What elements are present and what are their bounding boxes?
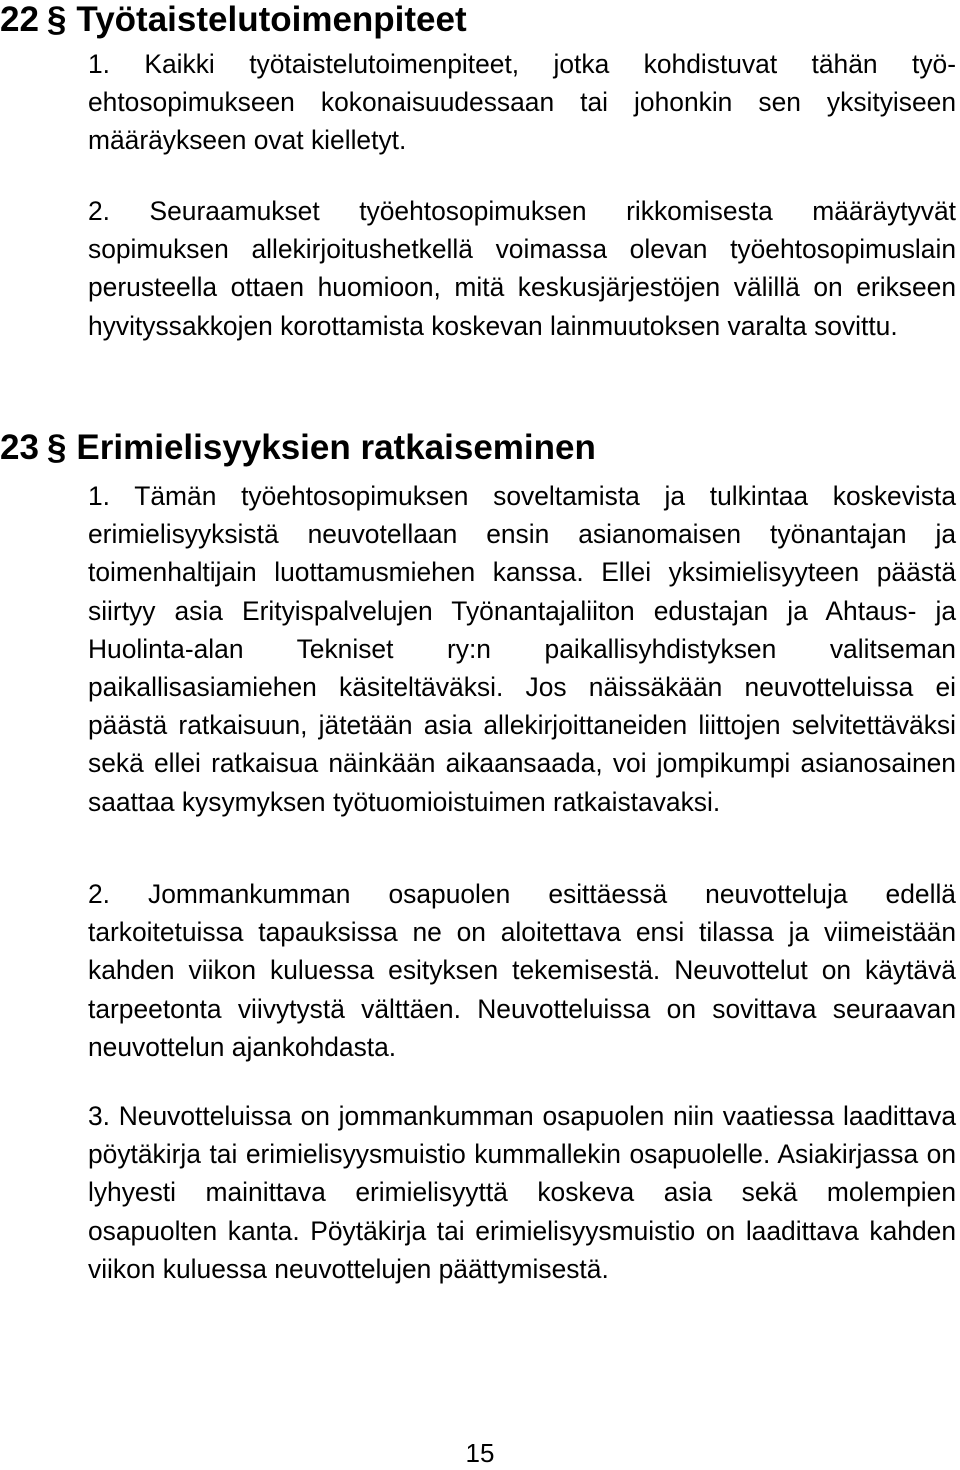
paragraph: 2. Seuraamukset työehtosopimuksen rikkomisesta määräytyvät sopimuksen allekirjoitushetkellä voimassa olevan työehtosopimuslain perusteella ottaen huomioon, mitä keskusjärjestöjen välillä on erikseen hyvityssakkojen korottamista koskevan lainmuutoksen varalta sovittu. (88, 196, 956, 341)
section-number: 22 (0, 0, 39, 39)
paragraph: 3. Neuvotteluissa on jommankumman osapuolen niin vaatiessa laadittava pöytäkirja tai erimielisyysmuistio kummallekin osapuolelle. Asiakirjassa on lyhyesti mainittava erimielisyyttä koskeva asia sekä molempien osapuolten kanta. Pöytäkirja tai erimielisyysmuistio on laadittava kahden viikon kuluessa neuvottelujen päättymisestä. (88, 1101, 956, 1284)
paragraph: 1. Kaikki työtaistelutoimenpiteet, jotka kohdistuvat tähän työehtosopimukseen kokonaisuudessaan tai johonkin sen yksityiseen määräykseen ovat kielletyt. (88, 49, 956, 156)
section-title: Erimielisyyksien ratkaiseminen (76, 428, 596, 467)
section-symbol: § (46, 428, 67, 467)
page-number: 15 (465, 1438, 495, 1468)
section-heading (0, 428, 596, 468)
paragraph: 1. Tämän työehtosopimuksen soveltamista ja tulkintaa koskevista erimielisyyksistä neuvotellaan ensin asianomaisen työnantajan ja toimenhaltijain luottamusmiehen kanssa. Ellei yksimielisyyteen päästä siirtyy asia Erityispalvelujen Työnantajaliiton edustajan ja Ahtaus- ja Huolinta-alan Tekniset ry:n paikallisyhdistyksen valitseman paikallisasiamiehen käsiteltäväksi. Jos näissäkään neuvotteluissa ei päästä ratkaisuun, jätetään asia allekirjoittaneiden liittojen selvitettäväksi sekä ellei ratkaisua näinkään aikaansaada, voi jompikumpi asianosainen saattaa kysymyksen työtuomioistuimen ratkaistavaksi. (88, 481, 956, 817)
section-number: 23 (0, 428, 39, 467)
section-title: Työtaistelutoimenpiteet (76, 0, 467, 39)
paragraph: 2. Jommankumman osapuolen esittäessä neuvotteluja edellä tarkoitetuissa tapauksissa ne on aloitettava ensi tilassa ja viimeistään kahden viikon kuluessa esityksen tekemisestä. Neuvottelut on käytävä tarpeetonta viivytystä välttäen. Neuvotteluissa on sovittava seuraavan neuvottelun ajankohdasta. (88, 879, 956, 1062)
section-symbol: § (46, 0, 67, 39)
section-heading (0, 0, 467, 40)
